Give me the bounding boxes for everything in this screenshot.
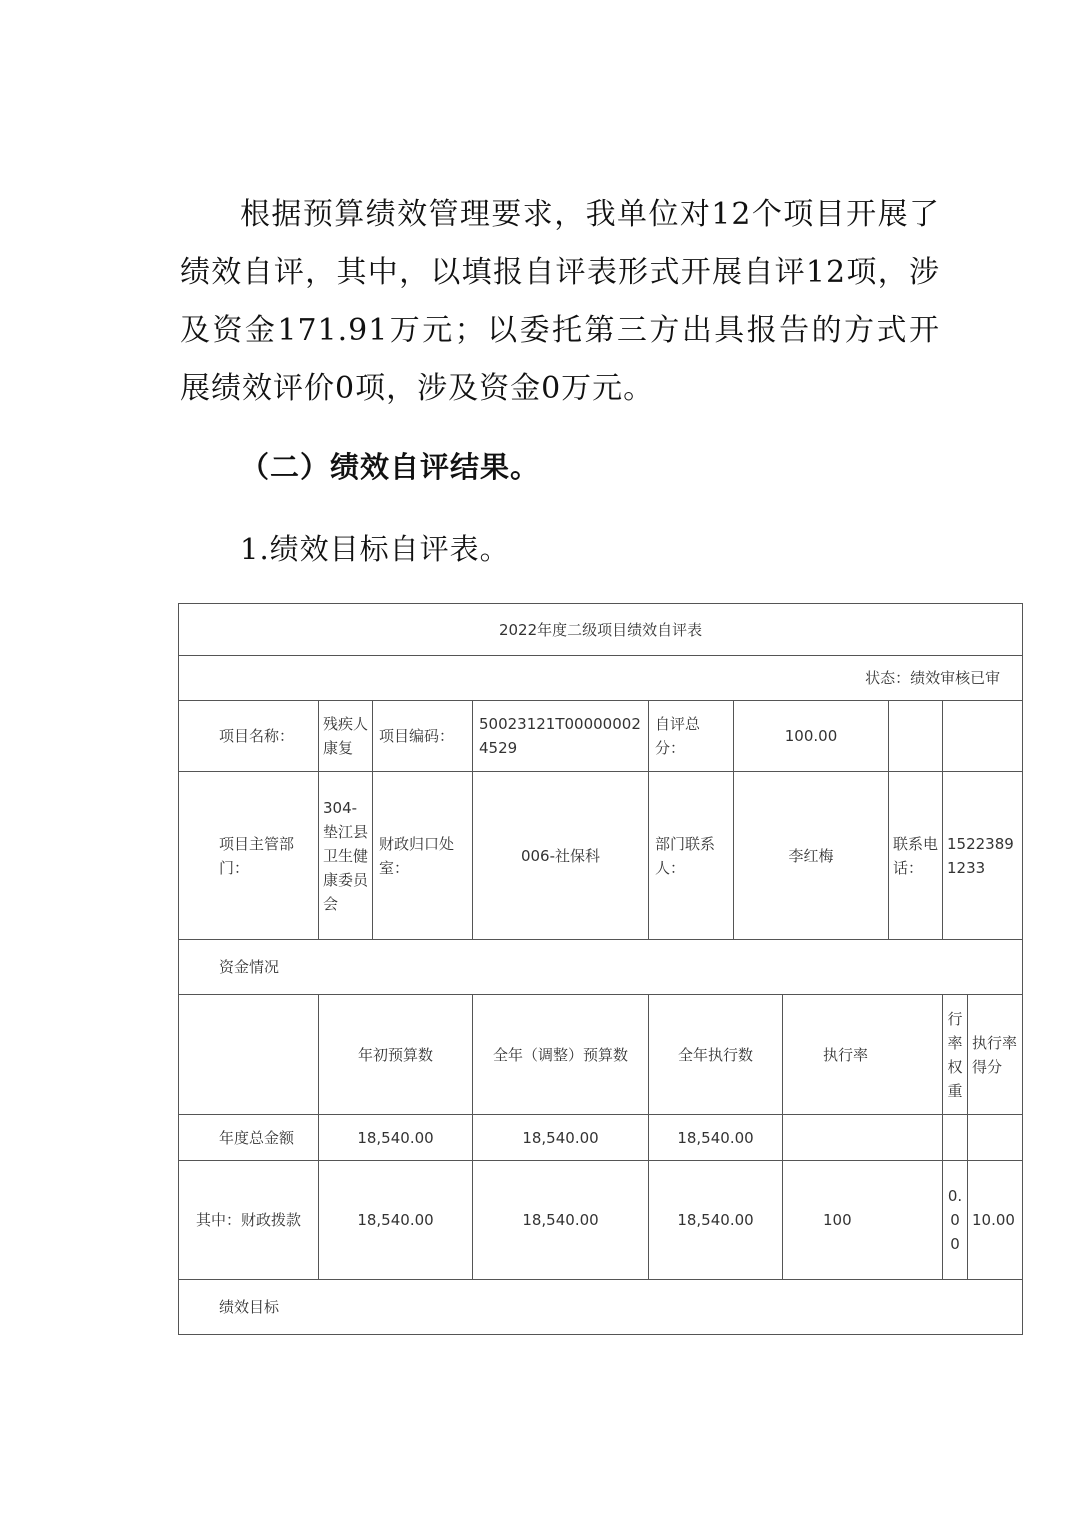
fiscal-rate: 100	[783, 1161, 943, 1280]
score-value: 100.00	[734, 701, 889, 772]
row-fiscal-label: 其中：财政拨款	[179, 1161, 319, 1280]
col-rate-weight: 行率权重	[943, 995, 968, 1115]
empty-cell	[943, 1115, 968, 1161]
performance-self-evaluation-table	[178, 603, 1023, 1335]
subsection-heading: 1.绩效目标自评表。	[240, 532, 510, 566]
total-initial: 18,540.00	[319, 1115, 473, 1161]
col-adjusted-budget: 全年（调整）预算数	[473, 995, 649, 1115]
empty-cell	[783, 1115, 943, 1161]
funds-section-label: 资金情况	[179, 940, 1023, 995]
col-initial-budget: 年初预算数	[319, 995, 473, 1115]
intro-paragraph: 根据预算绩效管理要求，我单位对12个项目开展了绩效自评，其中，以填报自评表形式开展自评12项，涉及资金171.91万元；以委托第三方出具报告的方式开展绩效评价0项，涉及资金0万元。	[180, 197, 940, 406]
fiscal-weight: 0.00	[943, 1161, 968, 1280]
fiscal-adjusted: 18,540.00	[473, 1161, 649, 1280]
score-label: 自评总分：	[649, 701, 734, 772]
col-executed: 全年执行数	[649, 995, 783, 1115]
fiscal-executed: 18,540.00	[649, 1161, 783, 1280]
empty-cell	[179, 995, 319, 1115]
row-total-label: 年度总金额	[179, 1115, 319, 1161]
contact-value: 李红梅	[734, 772, 889, 940]
empty-cell	[943, 701, 1023, 772]
phone-label: 联系电话：	[889, 772, 943, 940]
dept-label: 项目主管部门：	[179, 772, 319, 940]
empty-cell	[968, 1115, 1023, 1161]
project-code-label: 项目编码：	[373, 701, 473, 772]
total-adjusted: 18,540.00	[473, 1115, 649, 1161]
dept-value: 304-垫江县卫生健康委员会	[319, 772, 373, 940]
col-rate-score: 执行率得分	[968, 995, 1023, 1115]
contact-label: 部门联系人：	[649, 772, 734, 940]
fiscal-score: 10.00	[968, 1161, 1023, 1280]
project-code-value: 50023121T000000024529	[473, 701, 649, 772]
total-executed: 18,540.00	[649, 1115, 783, 1161]
table-title: 2022年度二级项目绩效自评表	[179, 604, 1023, 656]
status-text: 状态：绩效审核已审	[179, 656, 1023, 701]
empty-cell	[889, 701, 943, 772]
project-name-label: 项目名称：	[179, 701, 319, 772]
goals-section-label: 绩效目标	[179, 1280, 1023, 1335]
finance-office-value: 006-社保科	[473, 772, 649, 940]
project-name-value: 残疾人康复	[319, 701, 373, 772]
col-execution-rate: 执行率	[783, 995, 943, 1115]
fiscal-initial: 18,540.00	[319, 1161, 473, 1280]
finance-office-label: 财政归口处室：	[373, 772, 473, 940]
phone-value: 15223891233	[943, 772, 1023, 940]
section-heading: （二）绩效自评结果。	[240, 450, 541, 484]
